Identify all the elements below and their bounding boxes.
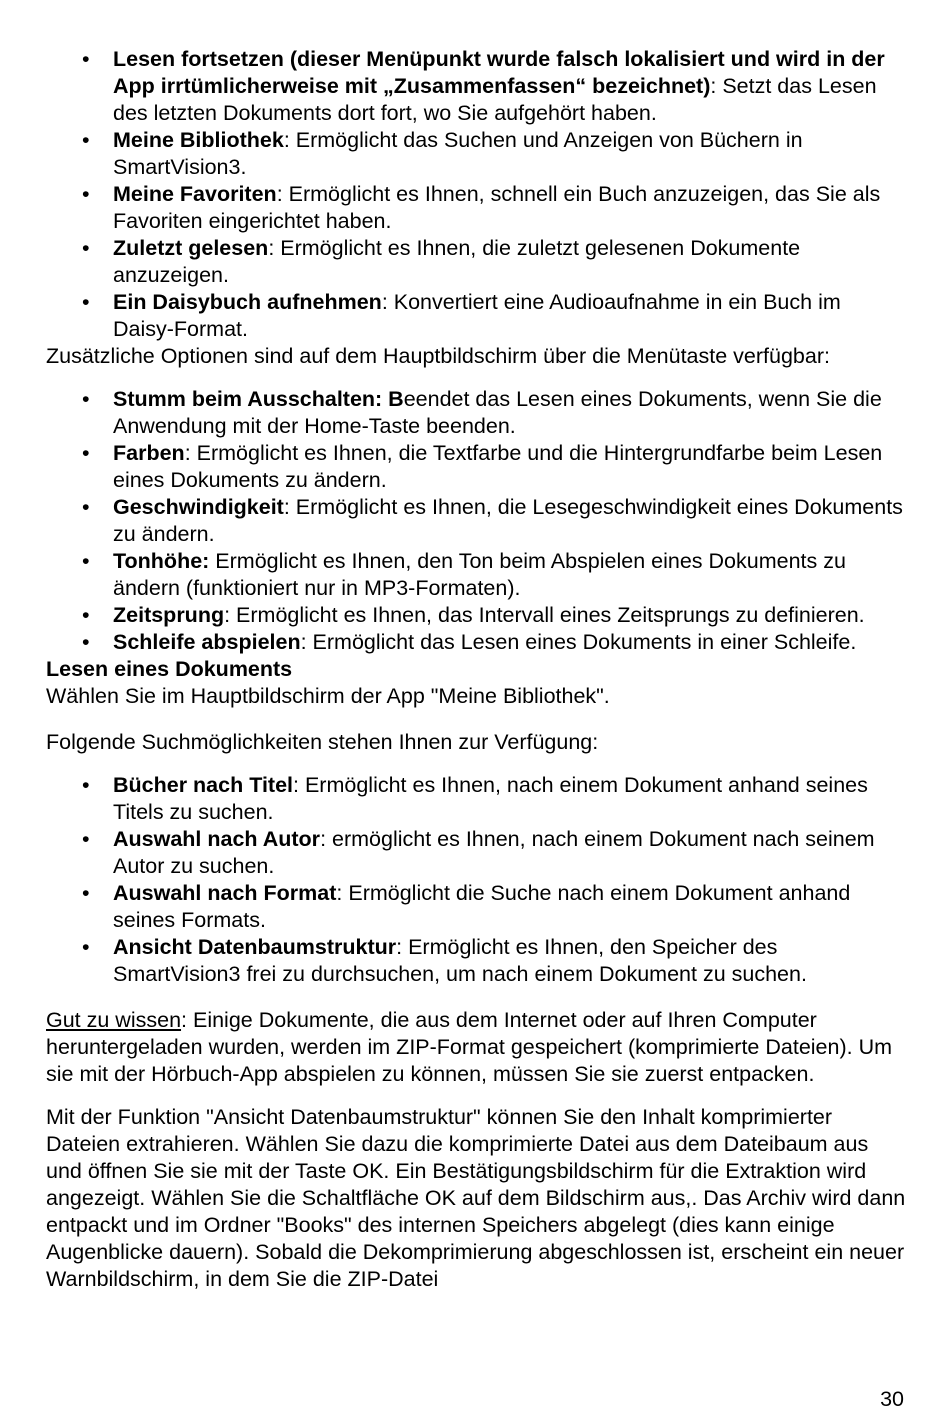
item-term: Schleife abspielen bbox=[113, 630, 301, 654]
list-item bbox=[46, 629, 906, 656]
item-description: : Ermöglicht es Ihnen, die zuletzt gelesenen Dokumente anzuzeigen. bbox=[113, 236, 801, 287]
item-description: : Ermöglicht es Ihnen, nach einem Dokument anhand seines Titels zu suchen. bbox=[113, 773, 868, 824]
item-description: Ermöglicht es Ihnen, den Ton beim Abspielen eines Dokuments zu ändern (funktioniert nur in MP3-Formaten). bbox=[113, 549, 846, 600]
list-item bbox=[46, 880, 906, 934]
document-page bbox=[46, 46, 906, 1293]
options-paragraph: Zusätzliche Optionen sind auf dem Hauptbildschirm über die Menütaste verfügbar: bbox=[46, 344, 830, 368]
item-description: eendet das Lesen eines Dokuments, wenn Sie die Anwendung mit der Home-Taste beenden. bbox=[113, 387, 882, 438]
list-item bbox=[46, 772, 906, 826]
list-item bbox=[46, 440, 906, 494]
item-term: Auswahl nach Format bbox=[113, 881, 337, 905]
item-description: : Ermöglicht es Ihnen, die Lesegeschwindigkeit eines Dokuments zu ändern. bbox=[113, 495, 903, 546]
item-description: : Ermöglicht das Lesen eines Dokuments in einer Schleife. bbox=[300, 630, 857, 654]
menu-options-list bbox=[46, 386, 906, 656]
item-term: Bücher nach Titel bbox=[113, 773, 294, 797]
list-item bbox=[46, 235, 906, 289]
list-item bbox=[46, 602, 906, 629]
select-paragraph: Wählen Sie im Hauptbildschirm der App "Meine Bibliothek". bbox=[46, 684, 610, 708]
item-term: Farben bbox=[113, 441, 185, 465]
list-item bbox=[46, 181, 906, 235]
main-menu-list bbox=[46, 46, 906, 343]
item-description: : ermöglicht es Ihnen, nach einem Dokument nach seinem Autor zu suchen. bbox=[113, 827, 875, 878]
list-item bbox=[46, 127, 906, 181]
search-options-list bbox=[46, 772, 906, 988]
item-description: : Konvertiert eine Audioaufnahme in ein Buch im Daisy-Format. bbox=[113, 290, 841, 341]
extract-paragraph: Mit der Funktion "Ansicht Datenbaumstruktur" können Sie den Inhalt komprimierter Dateien extrahieren. Wählen Sie dazu die komprimierte Datei aus dem Dateibaum aus und öffnen Sie sie mit der Taste OK. Ein Bestätigungsbildschirm für die Extraktion wird angezeigt. Wählen Sie die Schaltfläche OK auf dem Bildschirm aus,. Das Archiv wird dann entpackt und im Ordner "Books" des internen Speichers abgelegt (dies kann einige Augenblicke dauern). Sobald die Dekomprimierung abgeschlossen ist, erscheint ein neuer Warnbildschirm, in dem Sie die ZIP-Datei bbox=[46, 1105, 906, 1291]
item-term: Geschwindigkeit bbox=[113, 495, 284, 519]
note-paragraph bbox=[46, 1007, 906, 1088]
item-term: Auswahl nach Autor bbox=[113, 827, 321, 851]
item-description: : Ermöglicht es Ihnen, das Intervall eines Zeitsprungs zu definieren. bbox=[224, 603, 865, 627]
note-label: Gut zu wissen bbox=[46, 1008, 182, 1032]
item-description: : Ermöglicht es Ihnen, die Textfarbe und die Hintergrundfarbe beim Lesen eines Dokuments zu ändern. bbox=[113, 441, 883, 492]
list-item bbox=[46, 934, 906, 988]
list-item bbox=[46, 548, 906, 602]
list-item bbox=[46, 826, 906, 880]
note-text: : Einige Dokumente, die aus dem Internet oder auf Ihren Computer heruntergeladen wurden, werden im ZIP-Format gespeichert (komprimierte Dateien). Um sie mit der Hörbuch-App abspielen zu können, müssen Sie sie zuerst entpacken. bbox=[46, 1008, 893, 1086]
item-term: Stumm beim Ausschalten: B bbox=[113, 387, 404, 411]
item-term: Zuletzt gelesen bbox=[113, 236, 269, 260]
item-term: Meine Favoriten bbox=[113, 182, 277, 206]
item-term: Lesen fortsetzen (dieser Menüpunkt wurde falsch lokalisiert und wird in der App irrtümlicherweise mit „Zusammenfassen“ bezeichnet) bbox=[113, 47, 885, 98]
list-item bbox=[46, 494, 906, 548]
item-term: Tonhöhe: bbox=[113, 549, 210, 573]
page-number: 30 bbox=[880, 1387, 904, 1411]
search-paragraph: Folgende Suchmöglichkeiten stehen Ihnen zur Verfügung: bbox=[46, 730, 599, 754]
section-heading: Lesen eines Dokuments bbox=[46, 657, 293, 681]
item-description: : Ermöglicht es Ihnen, den Speicher des SmartVision3 frei zu durchsuchen, um nach einem Dokument zu suchen. bbox=[113, 935, 807, 986]
item-description: : Ermöglicht es Ihnen, schnell ein Buch anzuzeigen, das Sie als Favoriten eingerichtet haben. bbox=[113, 182, 881, 233]
item-description: : Ermöglicht die Suche nach einem Dokument anhand seines Formats. bbox=[113, 881, 851, 932]
item-term: Meine Bibliothek bbox=[113, 128, 284, 152]
item-term: Ein Daisybuch aufnehmen bbox=[113, 290, 382, 314]
list-item bbox=[46, 289, 906, 343]
item-term: Zeitsprung bbox=[113, 603, 225, 627]
list-item bbox=[46, 386, 906, 440]
item-term: Ansicht Datenbaumstruktur bbox=[113, 935, 397, 959]
item-description: : Setzt das Lesen des letzten Dokuments dort fort, wo Sie aufgehört haben. bbox=[113, 74, 877, 125]
list-item bbox=[46, 46, 906, 127]
item-description: : Ermöglicht das Suchen und Anzeigen von Büchern in SmartVision3. bbox=[113, 128, 803, 179]
